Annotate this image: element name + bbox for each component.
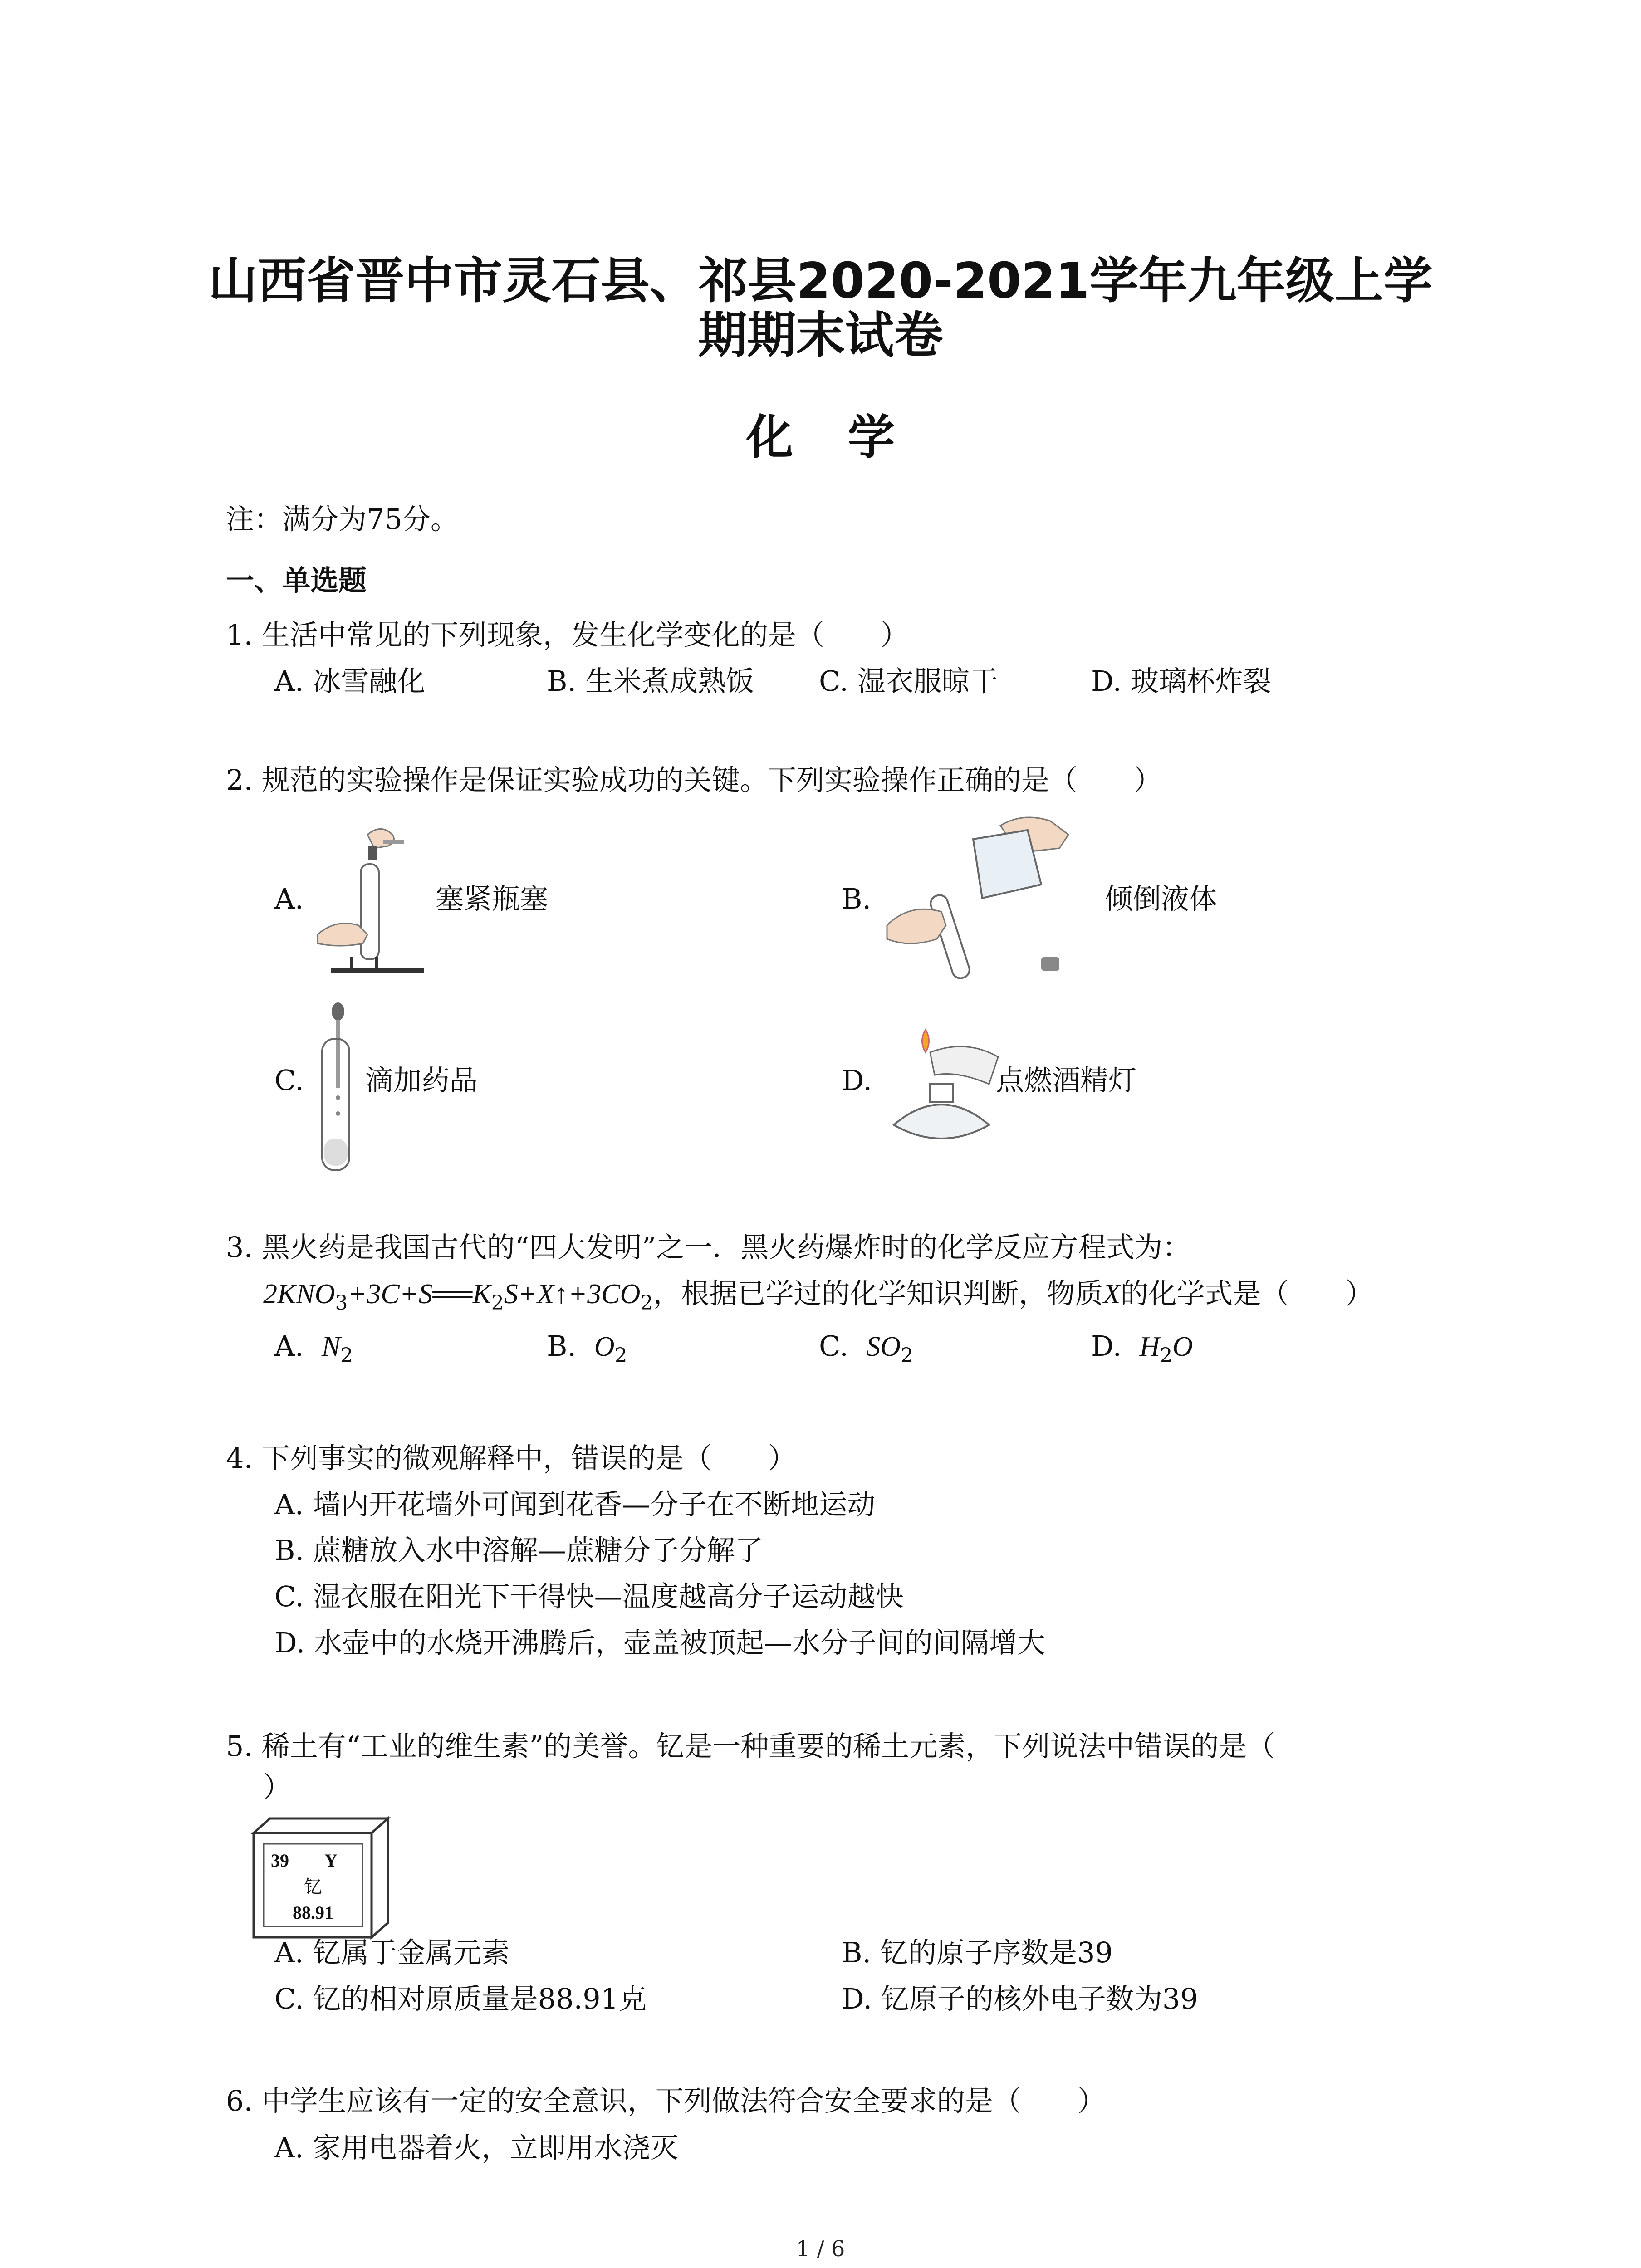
question-1-option-b: B. 生米煮成熟饭 bbox=[547, 665, 754, 698]
question-2-option-b-letter: B. bbox=[842, 882, 872, 915]
equation-reactant-kno3: 2KNO bbox=[263, 1279, 335, 1310]
question-5-option-c: C. 钇的相对原质量是88.91克 bbox=[274, 1982, 647, 2015]
question-1-option-a: A. 冰雪融化 bbox=[274, 665, 426, 698]
question-4-stem: 4. 下列事实的微观解释中，错误的是（ ） bbox=[226, 1442, 796, 1475]
question-2-option-d-text: 点燃酒精灯 bbox=[996, 1064, 1137, 1097]
option-formula: O bbox=[594, 1331, 615, 1362]
question-4-option-d: D. 水壶中的水烧开沸腾后，壶盖被顶起—水分子间的间隔增大 bbox=[274, 1626, 1045, 1659]
option-formula: SO bbox=[866, 1331, 901, 1362]
question-5-stem: 5. 稀土有“工业的维生素”的美誉。钇是一种重要的稀土元素，下列说法中错误的是（ bbox=[226, 1730, 1275, 1763]
question-2-option-b-text: 倾倒液体 bbox=[1105, 882, 1218, 915]
equation-unknown-x: X bbox=[1103, 1279, 1121, 1310]
dropper-test-tube-illustration bbox=[313, 1002, 363, 1175]
equation-subscript: 2 bbox=[640, 1291, 653, 1315]
element-tile-yttrium bbox=[252, 1817, 392, 1939]
document-title-line1: 山西省晋中市灵石县、祁县2020-2021学年九年级上学 bbox=[208, 253, 1433, 309]
option-letter: C. bbox=[819, 1330, 848, 1363]
question-2-option-d-letter: D. bbox=[842, 1064, 872, 1097]
option-subscript: 2 bbox=[901, 1344, 914, 1367]
question-6-stem: 6. 中学生应该有一定的安全意识，下列做法符合安全要求的是（ ） bbox=[226, 2084, 1106, 2117]
equation-middle: +3C+S══K bbox=[348, 1279, 491, 1310]
equation-products: S+X↑+3CO bbox=[504, 1279, 641, 1310]
question-2-option-a-letter: A. bbox=[274, 882, 304, 915]
question-4-option-a: A. 墙内开花墙外可闻到花香—分子在不断地运动 bbox=[274, 1488, 876, 1521]
option-letter: B. bbox=[547, 1330, 577, 1363]
option-subscript: 2 bbox=[1160, 1344, 1173, 1367]
question-1-stem: 1. 生活中常见的下列现象，发生化学变化的是（ ） bbox=[226, 618, 909, 651]
question-2-option-a-text: 塞紧瓶塞 bbox=[436, 882, 549, 915]
question-4-option-b: B. 蔗糖放入水中溶解—蔗糖分子分解了 bbox=[274, 1534, 763, 1567]
question-5-option-a: A. 钇属于金属元素 bbox=[274, 1936, 510, 1969]
question-2-option-c-letter: C. bbox=[274, 1064, 304, 1097]
tile-element-symbol: Y bbox=[324, 1850, 338, 1871]
option-letter: D. bbox=[1091, 1330, 1122, 1363]
question-3-equation bbox=[263, 1276, 1374, 1315]
score-note: 注：满分为75分。 bbox=[226, 503, 459, 536]
question-2-stem: 2. 规范的实验操作是保证实验成功的关键。下列实验操作正确的是（ ） bbox=[226, 763, 1162, 797]
tile-element-name: 钇 bbox=[304, 1877, 322, 1897]
option-subscript: 2 bbox=[340, 1344, 353, 1367]
question-5-stem-end: ） bbox=[263, 1770, 292, 1804]
question-4-option-c: C. 湿衣服在阳光下干得快—温度越高分子运动越快 bbox=[274, 1580, 904, 1613]
equation-question-tail: 的化学式是（ ） bbox=[1120, 1277, 1374, 1310]
equation-follow-text: ，根据已学过的化学知识判断，物质 bbox=[653, 1277, 1103, 1310]
tile-atomic-mass: 88.91 bbox=[293, 1902, 333, 1923]
question-3-stem: 3. 黑火药是我国古代的“四大发明”之一．黑火药爆炸时的化学反应方程式为： bbox=[226, 1231, 1191, 1264]
question-3-option-b bbox=[547, 1328, 627, 1365]
question-5-option-d: D. 钇原子的核外电子数为39 bbox=[842, 1982, 1198, 2015]
page-number: 1 / 6 bbox=[796, 2236, 845, 2262]
tile-atomic-number: 39 bbox=[271, 1850, 289, 1871]
stopper-test-tube-illustration bbox=[318, 821, 426, 989]
section-heading: 一、单选题 bbox=[226, 564, 367, 597]
question-2-option-c-text: 滴加药品 bbox=[365, 1064, 478, 1097]
subject-title: 化学 bbox=[746, 410, 950, 465]
equation-subscript: 2 bbox=[491, 1291, 504, 1315]
question-3-option-d bbox=[1091, 1328, 1193, 1365]
option-formula: H bbox=[1139, 1331, 1160, 1362]
alcohol-lamp-illustration bbox=[885, 1021, 1003, 1152]
option-formula: N bbox=[321, 1331, 341, 1362]
question-3-option-a bbox=[274, 1328, 353, 1365]
question-5-option-b: B. 钇的原子序数是39 bbox=[842, 1936, 1113, 1969]
equation-subscript: 3 bbox=[335, 1291, 348, 1315]
question-1-option-c: C. 湿衣服晾干 bbox=[819, 665, 998, 698]
question-6-option-a: A. 家用电器着火，立即用水浇灭 bbox=[274, 2131, 679, 2164]
option-subscript: 2 bbox=[614, 1344, 627, 1367]
document-title-line2: 期期末试卷 bbox=[698, 307, 943, 364]
option-letter: A. bbox=[274, 1330, 304, 1363]
pouring-liquid-illustration bbox=[887, 807, 1082, 984]
question-1-option-d: D. 玻璃杯炸裂 bbox=[1091, 665, 1271, 698]
option-formula-tail: O bbox=[1172, 1331, 1193, 1362]
question-3-option-c bbox=[819, 1328, 913, 1365]
